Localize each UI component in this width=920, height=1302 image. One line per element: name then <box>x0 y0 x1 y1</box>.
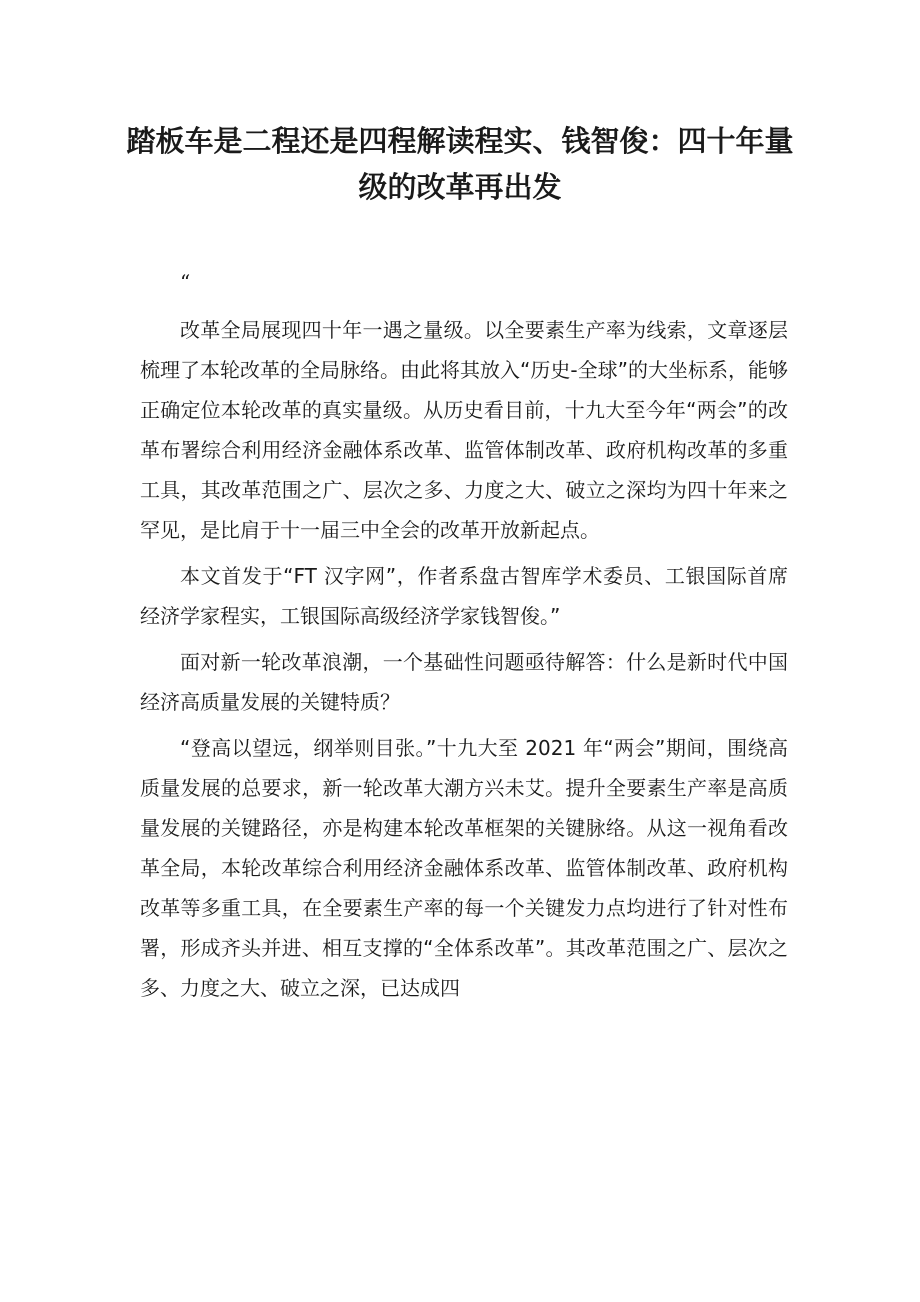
document-body <box>140 262 788 1008</box>
opening-quote-mark: “ <box>180 270 191 294</box>
paragraph-source-note: 本文首发于“FT 汉字网”，作者系盘古智库学术委员、工银国际首席经济学家程实，工银国际高级经济学家钱智俊。” <box>140 564 788 628</box>
paragraph-question: 面对新一轮改革浪潮，一个基础性问题亟待解答：什么是新时代中国经济高质量发展的关键特质？ <box>140 650 788 714</box>
paragraph-main: “登高以望远，纲举则目张。”十九大至 2021 年“两会”期间，围绕高质量发展的总要求，新一轮改革大潮方兴未艾。提升全要素生产率是高质量发展的关键路径，亦是构建本轮改革框架的关键脉络。从这一视角看改革全局，本轮改革综合利用经济金融体系改革、监管体制改革、政府机构改革等多重工具，在全要素生产率的每一个关键发力点均进行了针对性布署，形成齐头并进、相互支撑的“全体系改革”。其改革范围之广、层次之多、力度之大、破立之深，已达成四 <box>140 736 788 1000</box>
document-title: 踏板车是二程还是四程解读程实、钱智俊：四十年量级的改革再出发 <box>126 124 794 204</box>
paragraph-summary: 改革全局展现四十年一遇之量级。以全要素生产率为线索，文章逐层梳理了本轮改革的全局脉络。由此将其放入“历史-全球”的大坐标系，能够正确定位本轮改革的真实量级。从历史看目前，十九大至今年“两会”的改革布署综合利用经济金融体系改革、监管体制改革、政府机构改革的多重工具，其改革范围之广、层次之多、力度之大、破立之深均为四十年来之罕见，是比肩于十一届三中全会的改革开放新起点。 <box>140 318 788 542</box>
